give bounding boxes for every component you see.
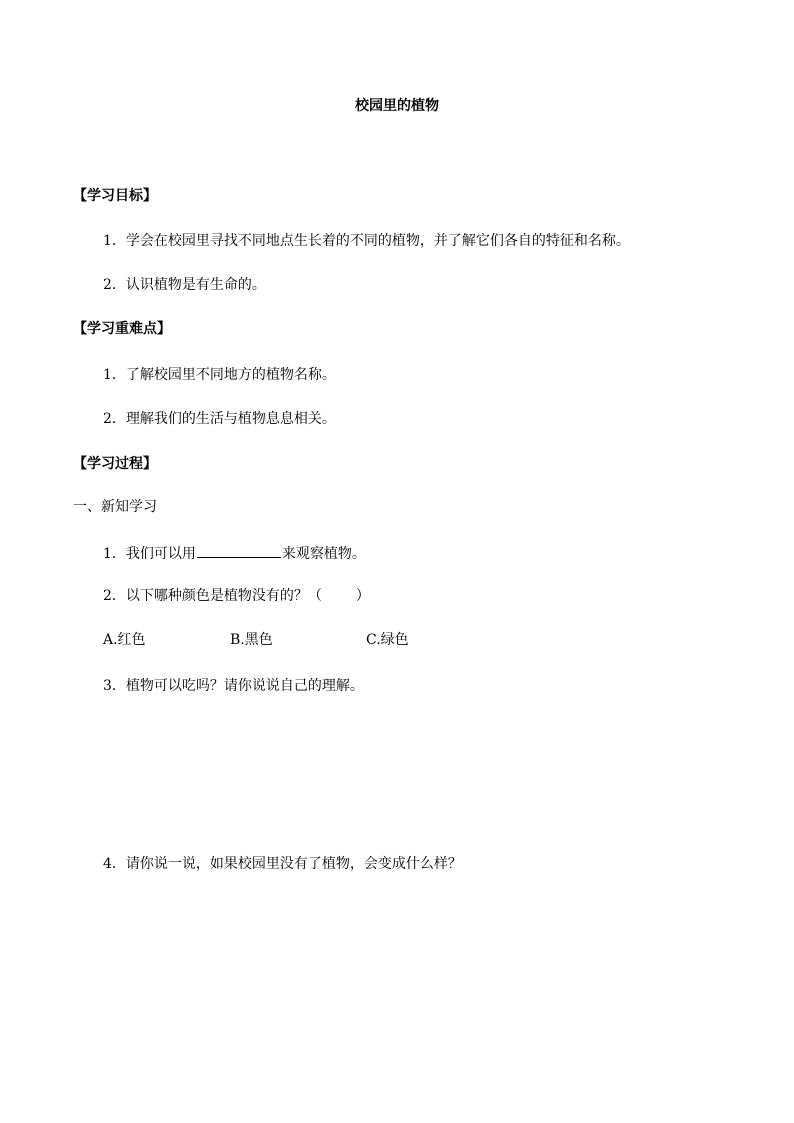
question-2	[103, 587, 370, 605]
key-point-item-1: 1．了解校园里不同地方的植物名称。	[103, 367, 336, 383]
option-a[interactable]: A.红色	[103, 632, 146, 648]
page-title: 校园里的植物	[355, 98, 439, 114]
process-heading: 【学习过程】	[73, 456, 157, 472]
question-2-text-after: ）	[355, 588, 370, 604]
question-3: 3．植物可以吃吗？请你说说自己的理解。	[103, 678, 364, 694]
question-4: 4．请你说一说，如果校园里没有了植物，会变成什么样？	[103, 856, 462, 872]
question-1	[103, 543, 366, 563]
key-point-item-2: 2．理解我们的生活与植物息息相关。	[103, 411, 336, 427]
goal-item-2: 2．认识植物是有生命的。	[103, 277, 266, 293]
new-knowledge-subheading: 一、新知学习	[73, 499, 157, 515]
goals-heading: 【学习目标】	[73, 188, 157, 204]
question-2-text-before: 2．以下哪种颜色是植物没有的？（	[103, 588, 322, 604]
question-1-text-after: 来观察植物。	[281, 546, 366, 562]
question-1-answer-blank[interactable]	[197, 543, 281, 558]
goal-item-1: 1．学会在校园里寻找不同地点生长着的不同的植物，并了解它们各自的特征和名称。	[103, 233, 630, 249]
option-b[interactable]: B.黑色	[230, 632, 273, 648]
option-c[interactable]: C.绿色	[366, 632, 409, 648]
key-points-heading: 【学习重难点】	[73, 321, 171, 337]
question-1-text-before: 1．我们可以用	[103, 546, 196, 562]
